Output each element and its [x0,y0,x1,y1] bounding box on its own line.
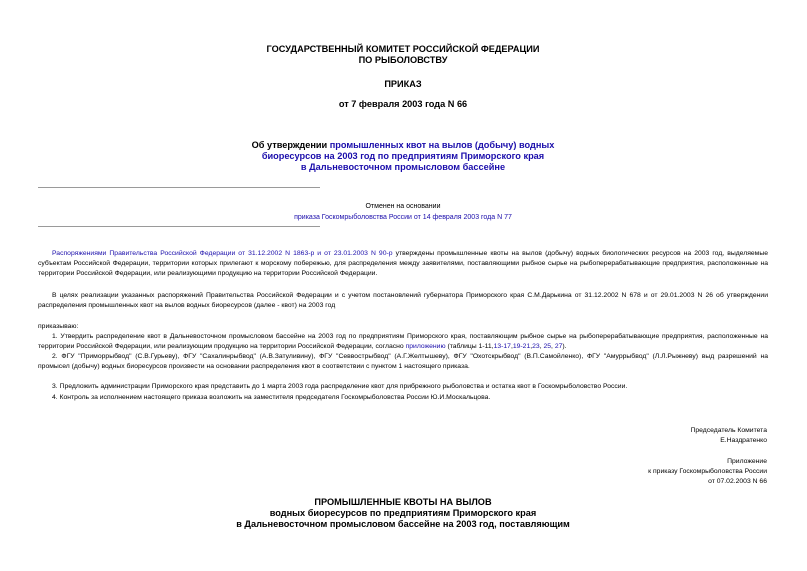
org-line-2: ПО РЫБОЛОВСТВУ [358,55,448,65]
title-prefix: Об утверждении [251,140,330,150]
signature-name: Е.Наздратенко [720,437,767,444]
status-note [38,202,768,222]
paragraph-2 [38,291,768,311]
divider-bottom [38,226,320,227]
paragraph-2-text: В целях реализации указанных распоряжений Правительства Российской Федерации и с учетом постановлений губернатора Приморского края С.М.Дарькина от 31.12.2002 N 678 и от 29.01.2003 N 26 об утверждении распределения промышленных квот на вылов водных биоресурсов (далее - квот) на 2003 год [38,292,768,309]
org-line-1: ГОСУДАРСТВЕННЫЙ КОМИТЕТ РОССИЙСКОЙ ФЕДЕРАЦИИ [266,44,540,54]
appendix-title [38,497,768,530]
order-item-1-text: 1. Утвердить распределение квот в Дальневосточном промысловом бассейне на 2003 год по предприятиям Приморского края, поставляющим рыбное сырье на рыбоперерабатывающие предприятия, расположенные на территории Российской Федерации, или реализующим продукцию на территории Российской Федерации, согласно [38,333,768,350]
order-item-1 [38,332,768,352]
sep-end: ). [562,343,567,350]
signature-block [691,426,768,446]
appendix-title-line-3: в Дальневосточном промысловом бассейне на 2003 год, поставляющим [236,519,570,529]
org-name [38,44,768,66]
tables-text: (таблицы 1-11, [445,343,494,350]
table-23-link[interactable]: 23 [532,343,540,350]
signature-position: Председатель Комитета [690,427,767,434]
paragraph-1 [38,249,768,279]
appendix-ref-line-3: от 07.02.2003 N 66 [708,478,767,485]
appendix-ref-line-2: к приказу Госкомрыболовства России [648,468,767,475]
title-link-2[interactable]: биоресурсов на 2003 год по предприятиям Приморского края [261,151,545,161]
doc-title [38,140,768,173]
order-item-4-text: 4. Контроль за исполнением настоящего приказа возложить на заместителя председателя Госкомрыболовства России Ю.И.Москальцова. [52,394,491,401]
order-item-2 [38,352,768,372]
doc-type: ПРИКАЗ [384,79,422,89]
tables-19-21-link[interactable]: 19-21 [512,343,531,350]
order-item-4 [38,393,768,403]
order-item-3 [38,382,768,392]
sep-1: , [510,343,513,350]
doc-date: от 7 февраля 2003 года N 66 [338,99,468,109]
table-25-link[interactable]: 25 [543,343,552,350]
paragraph-1-text: утверждены промышленные квоты на вылов (добычу) водных биологических ресурсов на 2003 год, выделяемые субъектам Российской Федерации, территории которых прилегают к морскому побережью, для распределения между заявителями, поставляющими рыбное сырье на рыбоперерабатывающие предприятия, расположенные на территории Российской Федерации, или реализующими продукцию на территории Российской Федерации. [38,250,768,277]
table-27-link[interactable]: 27 [554,343,563,350]
appendix-title-line-2: водных биоресурсов по предприятиям Приморского края [269,508,537,518]
sep-4: , [551,343,555,350]
appendix-ref-line-1: Приложение [727,458,767,465]
order-item-2-text: 2. ФГУ "Приморрыбвод" (С.В.Гурьеву), ФГУ "Сахалинрыбвод" (А.В.Затуливину), ФГУ "Севвострыбвод" (А.Г.Желтышеву), ФГУ "Охотскрыбвод" (В.П.Самойленко), ФГУ "Амуррыбвод" (Л.Л.Рыжневу) выд разрешений на промысел (добычу) водных биоресурсов произвести на основании распределения квот в соответствии с пунктом 1 настоящего приказа. [38,353,768,370]
repeal-order-link[interactable]: приказа Госкомрыболовства России от 14 февраля 2003 года N 77 [294,214,512,221]
title-link-3[interactable]: в Дальневосточном промысловом бассейне [300,162,506,172]
status-note-line-1: Отменен на основании [365,203,441,210]
government-orders-link[interactable]: Распоряжениями Правительства Российской Федерации от 31.12.2002 N 1863-р и от 23.01.2003 N 90-р [52,250,393,257]
sep-2: , [530,343,533,350]
appendix-title-line-1: ПРОМЫШЛЕННЫЕ КВОТЫ НА ВЫЛОВ [314,497,492,507]
tables-13-17-link[interactable]: 13-17 [493,343,511,350]
title-link-1[interactable]: промышленных квот на вылов (добычу) водных [329,140,555,150]
appendix-link[interactable]: приложению [405,343,446,350]
order-word: приказываю: [38,323,79,330]
divider-top [38,187,320,188]
order-item-3-text: 3. Предложить администрации Приморского края представить до 1 марта 2003 года распределение квот для прибрежного рыболовства и остатка квот в Госкомрыболовство России. [52,383,628,390]
appendix-reference [648,457,767,487]
sep-3: , [539,343,544,350]
title-line-1 [38,140,768,151]
